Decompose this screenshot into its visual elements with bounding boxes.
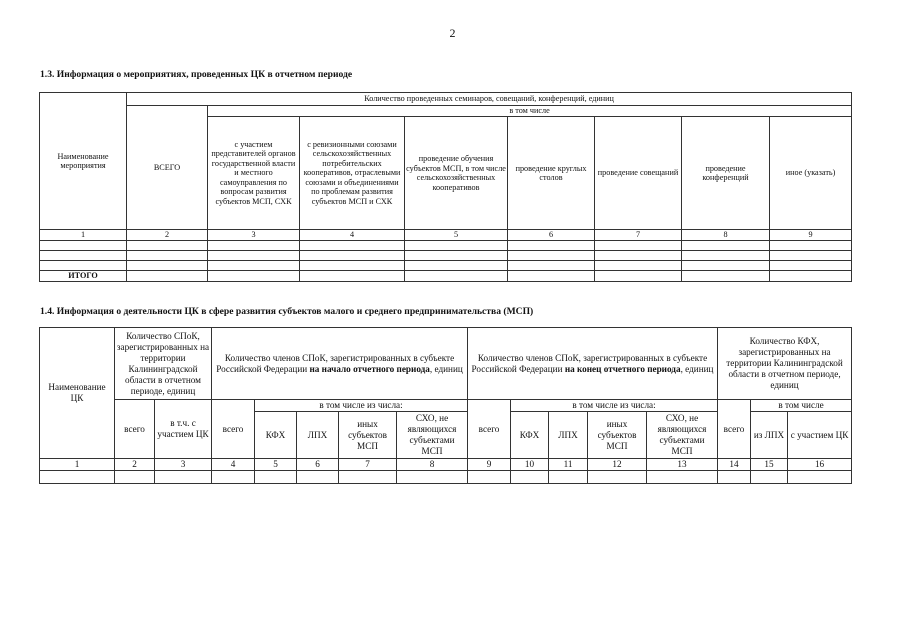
g3-including-header: в том числе из числа: <box>511 400 718 412</box>
g2-including-header: в том числе из числа: <box>255 400 468 412</box>
col-number: 4 <box>212 459 255 471</box>
col-number: 2 <box>115 459 155 471</box>
col-number: 14 <box>718 459 751 471</box>
col-number: 6 <box>508 230 595 241</box>
other-header: иное (указать) <box>770 117 852 230</box>
col-number: 13 <box>647 459 718 471</box>
col-number: 1 <box>40 230 127 241</box>
table-row <box>40 471 852 484</box>
col-number: 8 <box>682 230 770 241</box>
col-number: 6 <box>297 459 339 471</box>
g2-other-msp-header: иных субъектов МСП <box>339 412 397 459</box>
page-number: 2 <box>449 26 456 40</box>
spok-members-end-header: Количество членов СПоК, зарегистрированных в субъекте Российской Федерации на конец отчетного периода, единиц <box>468 328 718 400</box>
g4-including-header: в том числе <box>751 400 852 412</box>
msp-training-header: проведение обучения субъектов МСП, в том числе сельскохозяйственных кооперативов <box>405 117 508 230</box>
col-number: 4 <box>300 230 405 241</box>
g2-lph-header: ЛПХ <box>297 412 339 459</box>
col-number: 3 <box>208 230 300 241</box>
audit-unions-header: с ревизионными союзами сельскохозяйственных потребительских кооперативов, отраслевыми союзами и объединениями по проблемам развития субъектов МСП и СХК <box>300 117 405 230</box>
section-1-4-heading: 1.4. Информация о деятельности ЦК в сфере развития субъектов малого и среднего предпринимательства (МСП) <box>40 306 534 317</box>
meetings-header: проведение совещаний <box>595 117 682 230</box>
events-table <box>39 92 852 282</box>
section-1-3-heading: 1.3. Информация о мероприятиях, проведенных ЦК в отчетном периоде <box>40 69 353 80</box>
col-number: 7 <box>339 459 397 471</box>
table-row <box>40 241 852 251</box>
col-number: 5 <box>255 459 297 471</box>
g2-kfh-header: КФХ <box>255 412 297 459</box>
kfh-registered-header: Количество КФХ, зарегистрированных на территории Калининградской области в отчетном периоде, единиц <box>718 328 852 400</box>
g3-other-msp-header: иных субъектов МСП <box>588 412 647 459</box>
events-count-header: Количество проведенных семинаров, совещаний, конференций, единиц <box>127 93 852 106</box>
g3-lph-header: ЛПХ <box>549 412 588 459</box>
including-header: в том числе <box>208 106 852 117</box>
msp-activity-table <box>39 327 852 484</box>
col-number: 9 <box>468 459 511 471</box>
g1-with-center-header: в т.ч. с участием ЦК <box>155 400 212 459</box>
spok-registered-header: Количество СПоК, зарегистрированных на территории Калининградской области в отчетном периоде, единиц <box>115 328 212 400</box>
col-number: 12 <box>588 459 647 471</box>
table-row <box>40 251 852 261</box>
g4-with-center-header: с участием ЦК <box>788 412 852 459</box>
g3-kfh-header: КФХ <box>511 412 549 459</box>
total-row <box>40 271 852 282</box>
col-number: 15 <box>751 459 788 471</box>
col-number: 2 <box>127 230 208 241</box>
g2-total-header: всего <box>212 400 255 459</box>
gov-participation-header: с участием представителей органов государственной власти и местного самоуправления по вопросам развития субъектов МСП, СХК <box>208 117 300 230</box>
table-row <box>40 261 852 271</box>
round-tables-header: проведение круглых столов <box>508 117 595 230</box>
g3-cxo-header: СХО, не являющихся субъектами МСП <box>647 412 718 459</box>
spok-members-start-header: Количество членов СПоК, зарегистрированных в субъекте Российской Федерации на начало отчетного периода, единиц <box>212 328 468 400</box>
col-number: 11 <box>549 459 588 471</box>
g2-cxo-header: СХО, не являющихся субъектами МСП <box>397 412 468 459</box>
g3-total-header: всего <box>468 400 511 459</box>
g1-total-header: всего <box>115 400 155 459</box>
g4-from-lph-header: из ЛПХ <box>751 412 788 459</box>
col-number: 3 <box>155 459 212 471</box>
center-name-header: Наименование ЦК <box>40 328 115 459</box>
event-name-header: Наименование мероприятия <box>40 93 127 230</box>
conferences-header: проведение конференций <box>682 117 770 230</box>
col-number: 8 <box>397 459 468 471</box>
col-number: 9 <box>770 230 852 241</box>
col-number: 10 <box>511 459 549 471</box>
col-number: 16 <box>788 459 852 471</box>
col-number: 1 <box>40 459 115 471</box>
total-header: ВСЕГО <box>127 106 208 230</box>
col-number: 7 <box>595 230 682 241</box>
g4-total-header: всего <box>718 400 751 459</box>
total-label: ИТОГО <box>40 271 127 282</box>
col-number: 5 <box>405 230 508 241</box>
